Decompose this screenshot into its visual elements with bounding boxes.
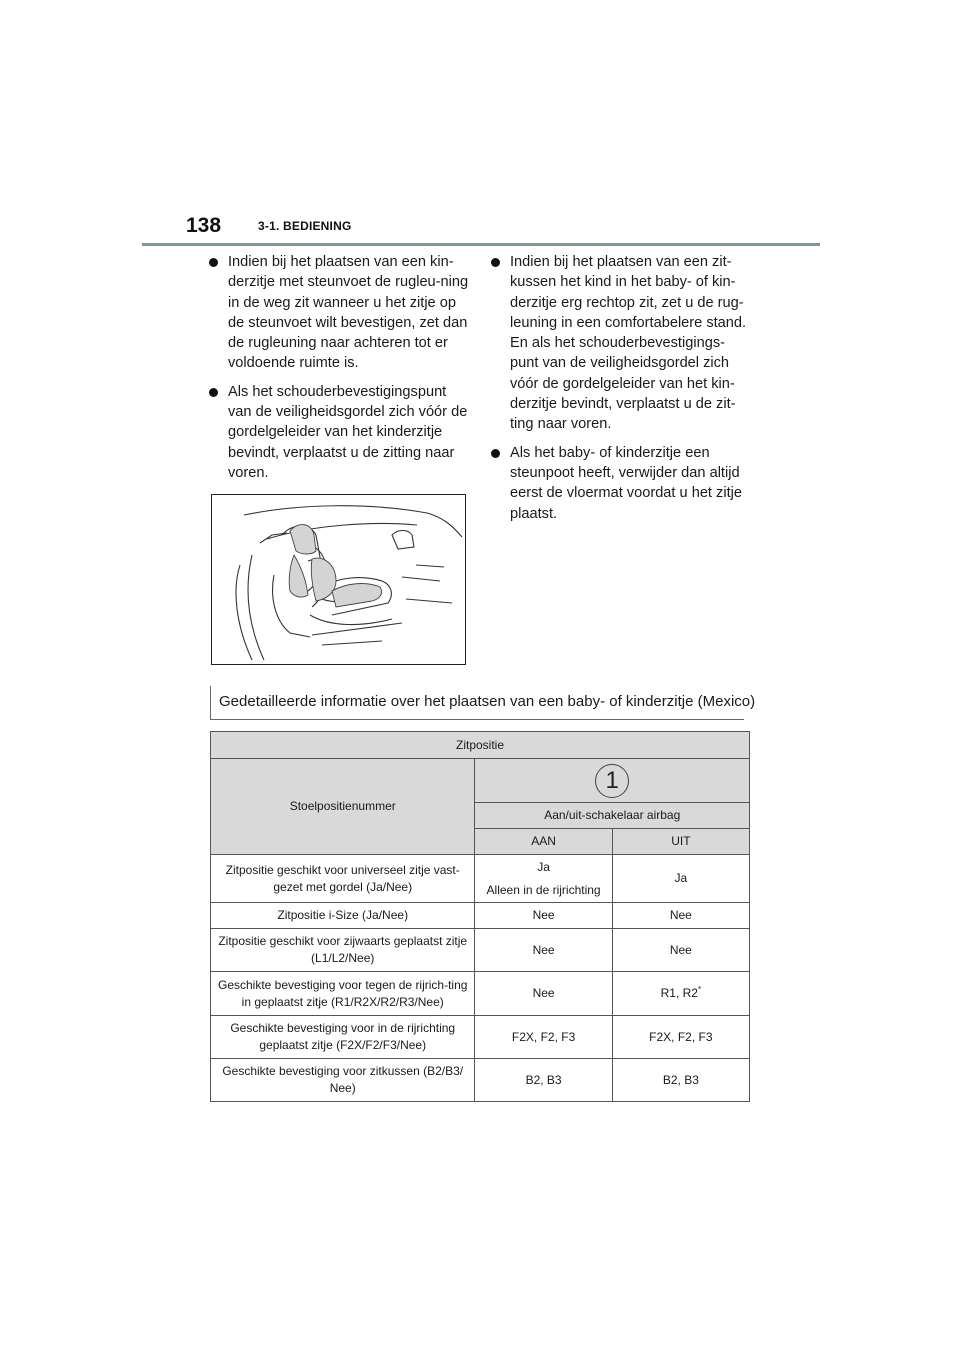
cell-uit: B2, B3 (612, 1059, 749, 1102)
cell-aan: Nee (475, 929, 612, 972)
cell-uit: Nee (612, 903, 749, 929)
table-row (211, 855, 750, 903)
child-seat-drawing (212, 495, 465, 664)
page-number: 138 (186, 214, 222, 237)
seat-number-cell (475, 759, 750, 803)
bullet-dot-icon (209, 258, 218, 267)
bullet-text: Indien bij het plaatsen van een zit-kussen het kind in het baby- of kin-derzitje erg rechtop zit, zet u de rug-leuning in een comfortabelere stand. En als het schouderbevestigings-punt van de veiligheidsgordel zich vóór de gordelgeleider van het kin-derzitje bevindt, verplaatst u de zit-ting naar voren. (510, 254, 747, 433)
cell-aan: Nee (475, 972, 612, 1016)
row-label: Zitpositie geschikt voor zijwaarts geplaatst zitje (L1/L2/Nee) (211, 929, 475, 972)
bullet-text: Indien bij het plaatsen van een kin-derzitje met steunvoet de rugleu-ning in de weg zit wanneer u het zitje op de steunvoet wilt bevestigen, zet dan de rugleuning naar achteren tot er voldoende ruimte is. (228, 254, 469, 372)
cell-uit: F2X, F2, F3 (612, 1016, 749, 1059)
header-stoelpositienummer: Stoelpositienummer (211, 759, 475, 855)
seat-number-circle-icon: 1 (595, 764, 629, 798)
table-row (211, 929, 750, 972)
table-row (211, 972, 750, 1016)
header-zitpositie: Zitpositie (211, 732, 750, 759)
bullet-dot-icon (209, 388, 218, 397)
child-seat-illustration (211, 494, 466, 665)
cell-uit: Ja (612, 855, 749, 903)
row-label: Zitpositie i-Size (Ja/Nee) (211, 903, 475, 929)
footnote-marker: * (697, 985, 702, 994)
cell-value: Ja (537, 859, 550, 874)
bullet-dot-icon (491, 258, 500, 267)
bullet-dot-icon (491, 449, 500, 458)
seat-position-table (210, 731, 750, 1102)
cell-note: Alleen in de rijrichting (486, 882, 601, 897)
right-column (490, 252, 752, 532)
bullet-item (490, 443, 752, 524)
bullet-item (208, 252, 470, 374)
section-title: 3-1. BEDIENING (258, 219, 352, 233)
cell-aan (475, 855, 612, 903)
cell-aan: Nee (475, 903, 612, 929)
cell-value: R1, R2 (660, 986, 698, 1000)
row-label: Geschikte bevestiging voor zitkussen (B2/B3/ Nee) (211, 1059, 475, 1102)
header-airbag-switch: Aan/uit-schakelaar airbag (475, 803, 750, 829)
header-aan: AAN (475, 829, 612, 855)
table-row (211, 1016, 750, 1059)
bullet-text: Als het schouderbevestigingspunt van de veiligheidsgordel zich vóór de gordelgeleider van het kinderzitje bevindt, verplaatst u de zitting naar voren. (228, 383, 468, 481)
left-column (208, 252, 470, 491)
cell-uit (612, 972, 749, 1016)
cell-aan: B2, B3 (475, 1059, 612, 1102)
bullet-text: Als het baby- of kinderzitje een steunpoot heeft, verwijder dan altijd eerst de vloermat voordat u het zitje plaatst. (510, 444, 742, 522)
table-row (211, 1059, 750, 1102)
info-box-title: Gedetailleerde informatie over het plaatsen van een baby- of kinderzitje (Mexico) (210, 686, 744, 720)
row-label: Geschikte bevestiging voor tegen de rijrich-ting in geplaatst zitje (R1/R2X/R2/R3/Nee) (211, 972, 475, 1016)
header-divider (142, 243, 820, 246)
bullet-item (490, 252, 752, 435)
cell-aan: F2X, F2, F3 (475, 1016, 612, 1059)
header-uit: UIT (612, 829, 749, 855)
bullet-item (208, 382, 470, 483)
cell-uit: Nee (612, 929, 749, 972)
row-label: Zitpositie geschikt voor universeel zitje vast-gezet met gordel (Ja/Nee) (211, 855, 475, 903)
row-label: Geschikte bevestiging voor in de rijrichting geplaatst zitje (F2X/F2/F3/Nee) (211, 1016, 475, 1059)
table-row (211, 903, 750, 929)
